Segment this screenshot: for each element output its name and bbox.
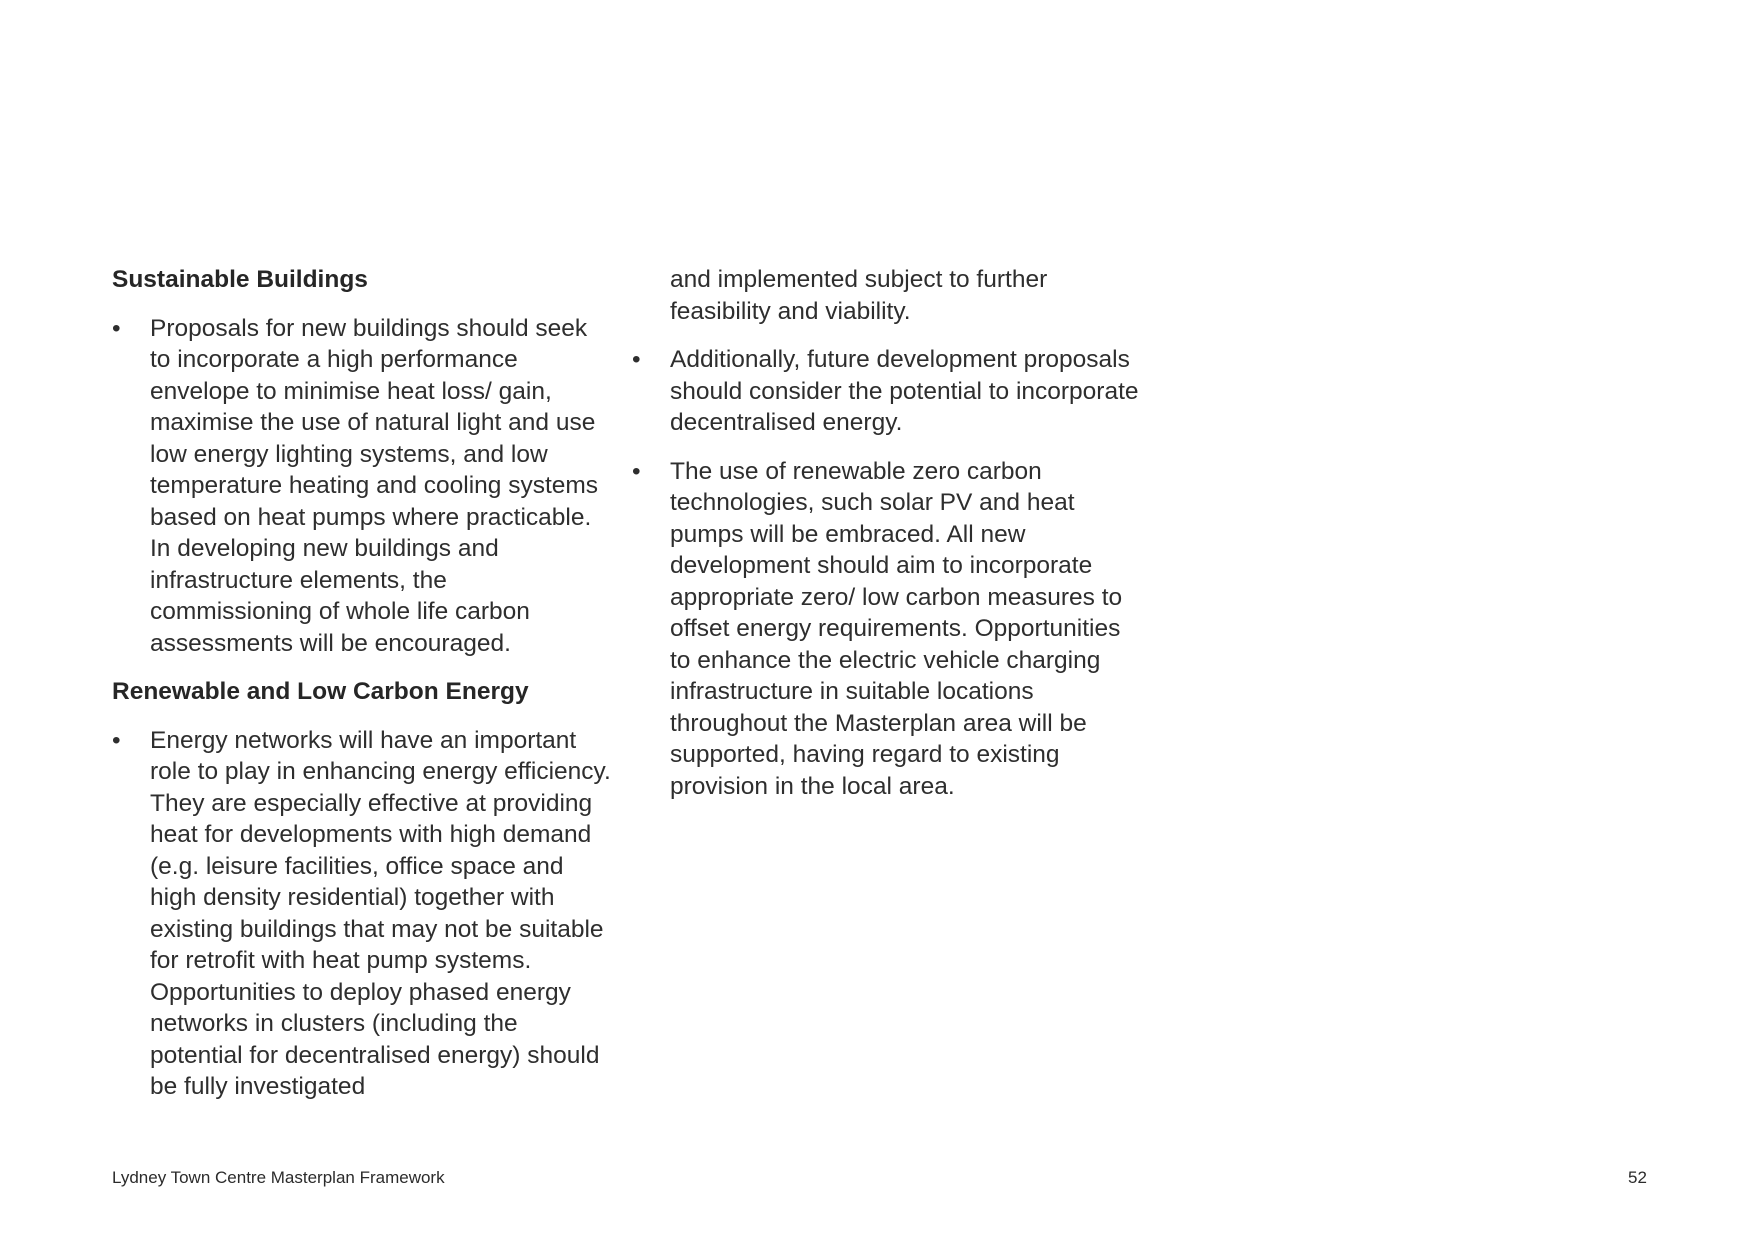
- bullet-continuation-text: and implemented subject to further feasibility and viability.: [670, 266, 1048, 325]
- bullet-text: Proposals for new buildings should seek to incorporate a high performance envelope to minimise heat loss/ gain, maximise the use of natural light and use low energy lighting systems, and low temperature heating and cooling systems based on heat pumps where practicable. In developing new buildings and infrastructure elements, the commissioning of whole life carbon assessments will be encouraged.: [150, 314, 599, 657]
- bullet-text: Energy networks will have an important role to play in enhancing energy efficiency. They are especially effective at providing heat for developments with high demand (e.g. leisure facilities, office space and high density residential) together with existing buildings that may not be suitable for retrofit with heat pump systems. Opportunities to deploy phased energy networks in clusters (including the potential for decentralised energy) should be fully investigated: [150, 726, 611, 1100]
- bullet-item: [632, 344, 1142, 439]
- bullet-symbol: •: [112, 726, 121, 754]
- right-column: [632, 264, 1142, 819]
- bullet-symbol: •: [632, 457, 641, 485]
- page-number: 52: [1628, 1168, 1647, 1187]
- bullet-symbol: •: [632, 346, 641, 373]
- bullet-text: Additionally, future development proposals should consider the potential to incorporate decentralised energy.: [670, 346, 1139, 436]
- bullet-symbol: •: [112, 314, 121, 342]
- section-heading-renewable-energy: Renewable and Low Carbon Energy: [112, 678, 529, 705]
- bullet-item: [112, 725, 612, 1103]
- bullet-text: The use of renewable zero carbon technologies, such solar PV and heat pumps will be embraced. All new development should aim to incorporate appropriate zero/ low carbon measures to offset energy requirements. Opportunities to enhance the electric vehicle charging infrastructure in suitable locations throughout the Masterplan area will be supported, having regard to existing provision in the local area.: [670, 457, 1123, 800]
- bullet-item: [112, 313, 612, 660]
- left-column: [112, 264, 612, 1120]
- section-heading-sustainable-buildings: Sustainable Buildings: [112, 266, 368, 293]
- bullet-item: [632, 456, 1142, 803]
- footer-document-title: Lydney Town Centre Masterplan Framework: [112, 1168, 445, 1187]
